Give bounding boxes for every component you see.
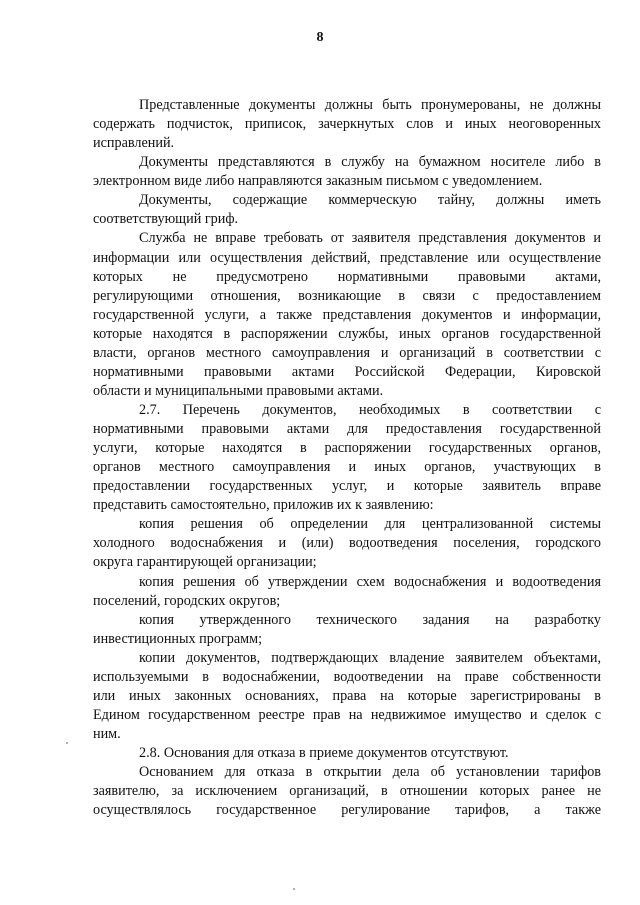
text-line: инвестиционных программ; [93,630,263,647]
text-line: копия решения об утверждении схем водоснабжения и водоотведения [139,573,601,590]
text-line: органов местного самоуправления и иных органов, участвующих в [93,459,601,476]
text-line: власти, органов местного самоуправления и организаций в соответствии с [93,344,601,361]
text-line: предоставлении государственных услуг, и которые заявитель вправе [93,478,601,495]
text-line: Документы, содержащие коммерческую тайну, должны иметь [139,192,601,209]
text-line: холодного водоснабжения и (или) водоотведения поселения, городского [93,535,601,552]
text-line: округа гарантирующей организации; [93,554,317,571]
text-line: или иных законных основаниях, права на которые зарегистрированы в [93,687,601,704]
text-line: 2.7. Перечень документов, необходимых в соответствии с [139,402,601,418]
text-line: используемыми в водоснабжении, водоотведении на праве собственности [93,668,601,685]
text-line: исправлений. [93,135,175,152]
text-line: Служба не вправе требовать от заявителя представления документов и [139,230,601,247]
text-line: нормативными правовыми актами Российской Федерации, Кировской [93,363,601,380]
scan-speck [293,888,295,890]
text-line: регулирующими отношения, возникающие в связи с предоставлением [93,287,601,304]
text-line: копии документов, подтверждающих владение заявителем объектами, [139,649,601,666]
text-line: Основанием для отказа в открытии дела об установлении тарифов [139,764,601,781]
text-line: Едином государственном реестре прав на недвижимое имущество и сделок с [93,706,601,723]
text-line: 2.8. Основания для отказа в приеме документов отсутствуют. [139,745,509,761]
text-line: копия решения об определении для централизованной системы [139,516,601,533]
text-line: содержать подчисток, приписок, зачеркнутых слов и иных неоговоренных [93,116,601,133]
text-line: области и муниципальными правовыми актами. [93,382,384,399]
scan-speck [66,742,68,744]
text-line: государственной услуги, а также представления документов и информации, [93,306,601,323]
text-line: Документы представляются в службу на бумажном носителе либо в [139,154,601,171]
page-number: 8 [316,30,324,45]
text-line: поселений, городских округов; [93,592,281,609]
text-line: которые находятся в распоряжении службы, иных органов государственной [93,325,601,342]
text-line: информации или осуществления действий, представление или осуществление [93,249,601,266]
text-line: представить самостоятельно, приложив их к заявлению: [93,497,434,514]
text-line: соответствующий гриф. [93,211,239,228]
text-line: заявителю, за исключением организаций, в отношении которых ранее не [93,783,601,800]
text-line: ним. [93,726,121,742]
text-line: копия утвержденного технического задания на разработку [139,611,601,628]
text-line: услуги, которые находятся в распоряжении государственных органов, [93,440,601,457]
text-line: электронном виде либо направляются заказным письмом с уведомлением. [93,173,543,190]
text-line: которых не предусмотрено нормативными правовыми актами, [93,268,601,285]
text-line: нормативными правовыми актами для предоставления государственной [93,421,601,437]
text-line: осуществлялось государственное регулирование тарифов, а также [93,802,601,819]
text-line: Представленные документы должны быть пронумерованы, не должны [139,97,601,113]
